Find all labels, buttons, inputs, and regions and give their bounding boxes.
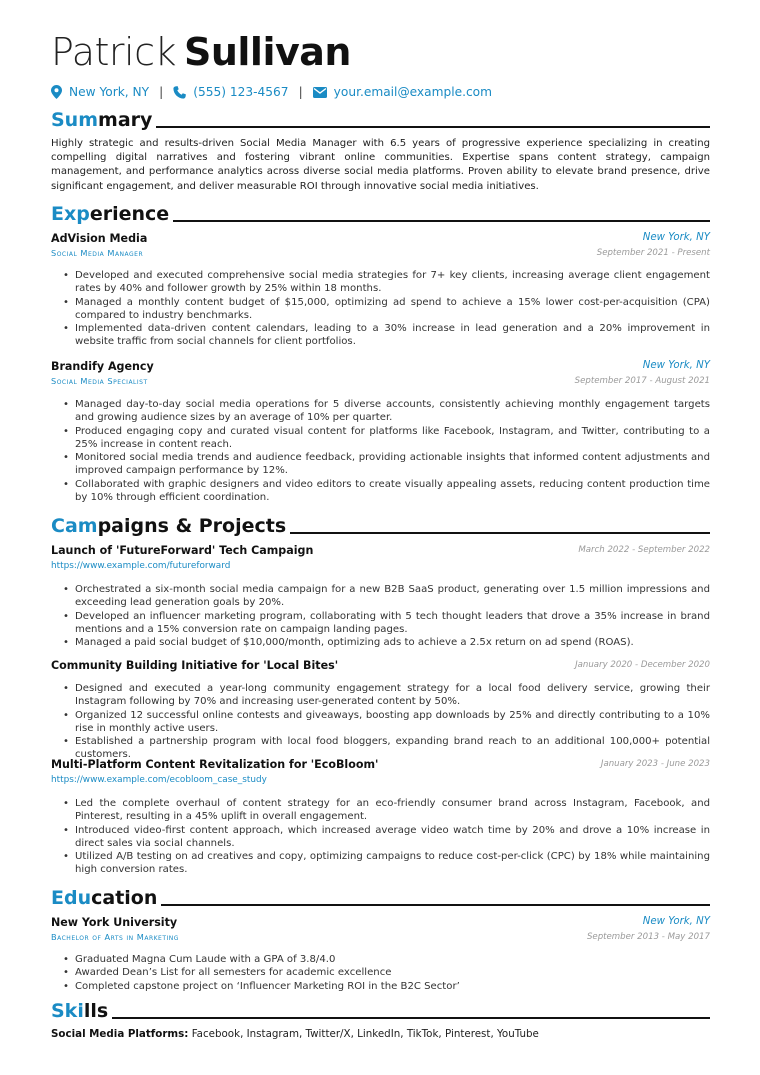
skills-items: Facebook, Instagram, Twitter/X, LinkedIn, TikTok, Pinterest, YouTube bbox=[191, 1028, 539, 1040]
job-location: New York, NY bbox=[642, 232, 710, 243]
degree: Bachelor of Arts in Marketing bbox=[51, 932, 179, 942]
section-divider bbox=[156, 126, 710, 128]
experience-entry bbox=[51, 360, 710, 376]
job-role: Social Media Specialist bbox=[51, 376, 148, 386]
list-item: • Completed capstone project on ‘Influencer Marketing ROI in the B2C Sector’ bbox=[63, 980, 710, 993]
list-item: • Utilized A/B testing on ad creatives and copy, optimizing campaigns to reduce cost-per-click (CPC) by 18% while maintaining high conversion rates. bbox=[63, 850, 710, 877]
company-name: AdVision Media bbox=[51, 232, 148, 245]
school-name: New York University bbox=[51, 916, 178, 929]
contact-location bbox=[51, 85, 149, 99]
contact-separator: | bbox=[298, 85, 303, 99]
list-item: • Graduated Magna Cum Laude with a GPA of 3.8/4.0 bbox=[63, 953, 710, 966]
project-title: Launch of 'FutureForward' Tech Campaign bbox=[51, 544, 314, 557]
section-header-experience bbox=[51, 199, 710, 225]
job-bullets bbox=[63, 269, 710, 349]
project-dates: January 2020 - December 2020 bbox=[575, 660, 710, 670]
list-item: • Led the complete overhaul of content strategy for an eco-friendly consumer brand across Instagram, Facebook, and Pinterest, resulting in a 45% uplift in overall engagement. bbox=[63, 797, 710, 824]
job-dates: September 2021 - Present bbox=[596, 248, 710, 258]
project-link[interactable]: https://www.example.com/ecobloom_case_study bbox=[51, 775, 267, 785]
contact-phone[interactable] bbox=[173, 85, 288, 99]
company-name: Brandify Agency bbox=[51, 360, 154, 373]
education-bullets bbox=[63, 953, 710, 993]
project-link[interactable]: https://www.example.com/futureforward bbox=[51, 561, 231, 571]
list-item: • Implemented data-driven content calendars, leading to a 30% increase in lead generation and a 20% improvement in website traffic from social channels for client portfolios. bbox=[63, 322, 710, 349]
section-header-projects bbox=[51, 511, 710, 537]
project-bullets bbox=[63, 682, 710, 762]
project-bullets bbox=[63, 583, 710, 649]
phone-icon bbox=[173, 86, 186, 99]
list-item: • Managed day-to-day social media operations for 5 diverse accounts, consistently achieving monthly engagement targets and growing audience sizes by an average of 10% per quarter. bbox=[63, 398, 710, 425]
list-item: • Developed an influencer marketing program, collaborating with 5 tech thought leaders that drove a 35% increase in brand mentions and a 15% conversion rate on campaign landing pages. bbox=[63, 610, 710, 637]
job-location: New York, NY bbox=[642, 360, 710, 371]
section-title: Campaigns & Projects bbox=[51, 515, 287, 537]
list-item: • Monitored social media trends and audience feedback, providing actionable insights that informed content adjustments and improved campaign performance by 12%. bbox=[63, 451, 710, 478]
skills-line bbox=[51, 1028, 539, 1040]
education-dates: September 2013 - May 2017 bbox=[586, 932, 710, 942]
project-title: Community Building Initiative for 'Local Bites' bbox=[51, 659, 339, 672]
section-title: Summary bbox=[51, 109, 153, 131]
list-item: • Managed a paid social budget of $10,000/month, optimizing ads to achieve a 2.5x return on ad spend (ROAS). bbox=[63, 636, 710, 649]
location-text: New York, NY bbox=[69, 85, 150, 99]
email-text: your.email@example.com bbox=[333, 85, 492, 99]
project-title: Multi-Platform Content Revitalization for 'EcoBloom' bbox=[51, 758, 379, 771]
section-header-skills bbox=[51, 996, 710, 1022]
skills-category: Social Media Platforms: bbox=[51, 1028, 189, 1040]
map-pin-icon bbox=[51, 85, 62, 99]
contact-email[interactable] bbox=[313, 85, 492, 99]
list-item: • Developed and executed comprehensive social media strategies for 7+ key clients, increasing average client engagement rates by 40% and follower growth by 25% within 18 months. bbox=[63, 269, 710, 296]
section-divider bbox=[112, 1017, 710, 1019]
list-item: • Managed a monthly content budget of $15,000, optimizing ad spend to achieve a 15% lower cost-per-acquisition (CPA) compared to industry benchmarks. bbox=[63, 296, 710, 323]
section-title: Experience bbox=[51, 203, 170, 225]
job-bullets bbox=[63, 398, 710, 504]
phone-text: (555) 123-4567 bbox=[193, 85, 289, 99]
contact-separator: | bbox=[159, 85, 164, 99]
experience-entry bbox=[51, 232, 710, 248]
first-name: Patrick bbox=[51, 30, 176, 74]
candidate-name bbox=[51, 30, 351, 74]
section-header-education bbox=[51, 883, 710, 909]
section-title: Skills bbox=[51, 1000, 109, 1022]
education-entry bbox=[51, 916, 710, 932]
section-divider bbox=[173, 220, 710, 222]
project-dates: January 2023 - June 2023 bbox=[600, 759, 710, 769]
project-dates: March 2022 - September 2022 bbox=[578, 545, 710, 555]
contact-bar bbox=[51, 85, 492, 99]
last-name: Sullivan bbox=[183, 30, 351, 74]
section-title: Education bbox=[51, 887, 158, 909]
list-item: • Collaborated with graphic designers and video editors to create visually appealing assets, reducing content production time by 10% through efficient coordination. bbox=[63, 478, 710, 505]
list-item: • Produced engaging copy and curated visual content for platforms like Facebook, Instagram, and Twitter, contributing to a 25% increase in content reach. bbox=[63, 425, 710, 452]
list-item: • Established a partnership program with local food bloggers, expanding brand reach to an additional 100,000+ potential customers. bbox=[63, 735, 710, 762]
section-divider bbox=[290, 532, 710, 534]
section-header-summary bbox=[51, 105, 710, 131]
list-item: • Awarded Dean’s List for all semesters for academic excellence bbox=[63, 966, 710, 979]
job-dates: September 2017 - August 2021 bbox=[574, 376, 710, 386]
school-location: New York, NY bbox=[642, 916, 710, 927]
envelope-icon bbox=[313, 87, 327, 98]
job-role: Social Media Manager bbox=[51, 248, 144, 258]
summary-text: Highly strategic and results-driven Social Media Manager with 6.5 years of progressive experience specializing in creating compelling digital narratives and fostering vibrant online communities. Expertise spans content strategy, campaign management, and performance analytics across diverse social media platforms. Proven ability to elevate brand presence, drive significant engagement, and deliver measurable ROI through innovative social media initiatives. bbox=[51, 138, 710, 192]
list-item: • Introduced video-first content approach, which increased average video watch time by 20% and drove a 10% increase in direct sales via social channels. bbox=[63, 824, 710, 851]
section-divider bbox=[161, 904, 710, 906]
list-item: • Designed and executed a year-long community engagement strategy for a local food delivery service, growing their Instagram following by 70% and increasing user-generated content by 50%. bbox=[63, 682, 710, 709]
project-bullets bbox=[63, 797, 710, 877]
list-item: • Organized 12 successful online contests and giveaways, boosting app downloads by 25% and directly contributing to a 10% rise in monthly active users. bbox=[63, 709, 710, 736]
list-item: • Orchestrated a six-month social media campaign for a new B2B SaaS product, generating over 1.5 million impressions and exceeding lead generation goals by 20%. bbox=[63, 583, 710, 610]
